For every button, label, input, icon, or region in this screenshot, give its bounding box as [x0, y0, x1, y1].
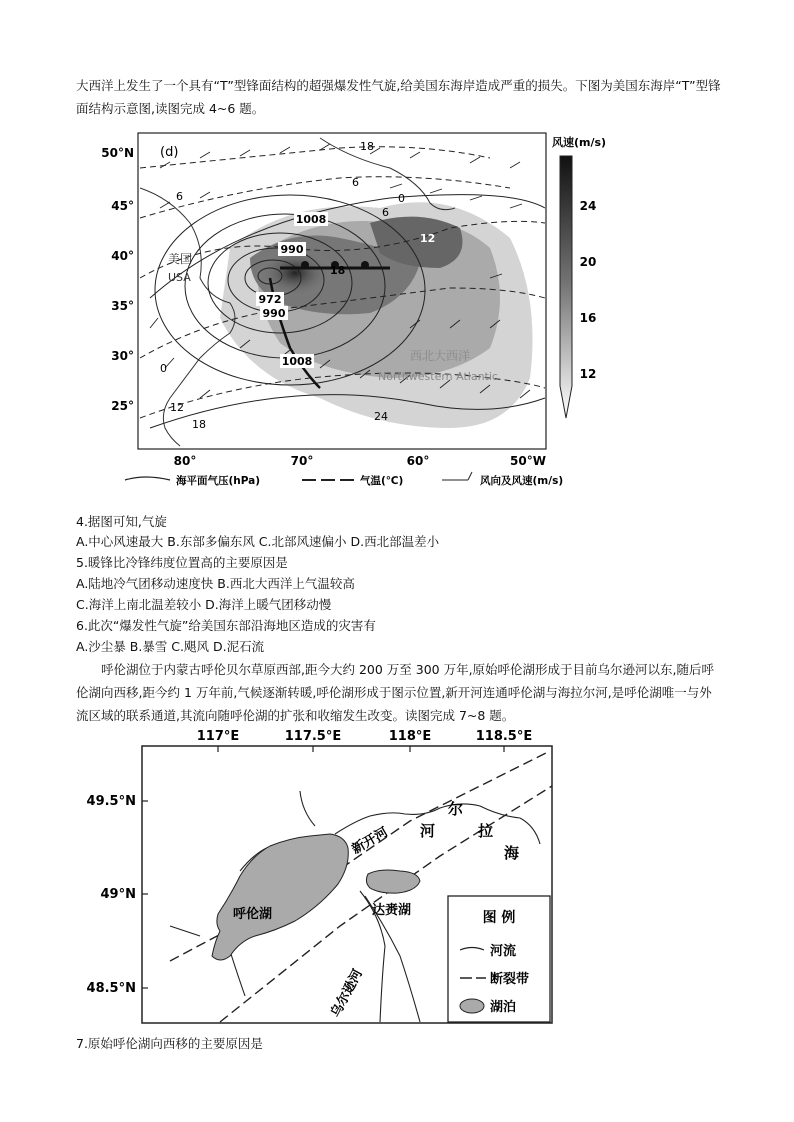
lon-label: 117°E: [196, 729, 240, 744]
lake-hulun-label: 呼伦湖: [233, 907, 273, 922]
river-wuerxun-label: 乌尔逊河: [328, 966, 366, 1020]
svg-text:972: 972: [258, 293, 282, 306]
svg-text:风向及风速(m/s): 风向及风速(m/s): [480, 475, 564, 487]
colorbar-tick: 20: [579, 255, 597, 269]
svg-text:海平面气压(hPa): 海平面气压(hPa): [176, 475, 261, 487]
q5-options-1: A.陆地冷气团移动速度快 B.西北大西洋上气温较高: [76, 576, 355, 591]
lat-label: 49°N: [100, 887, 136, 902]
svg-text:18: 18: [330, 264, 346, 277]
svg-text:断裂带: 断裂带: [490, 972, 530, 987]
q6-stem: 6.此次“爆发性气旋”给美国东部沿海地区造成的灾害有: [76, 618, 376, 633]
svg-text:河流: 河流: [490, 944, 517, 959]
svg-text:6: 6: [176, 190, 183, 203]
colorbar-tick: 16: [579, 311, 597, 325]
colorbar-tick: 12: [579, 367, 597, 381]
place-atlantic-en: Northwestern Atlantic: [378, 370, 498, 383]
lat-label: 50°N: [101, 146, 134, 160]
svg-text:18: 18: [192, 418, 206, 431]
svg-text:6: 6: [352, 176, 359, 189]
river-hailaer-char: 尔: [448, 800, 464, 818]
svg-text:1008: 1008: [281, 355, 313, 368]
hulun-lake-map: [80, 726, 560, 1028]
map1-legend: [125, 472, 563, 487]
place-atlantic-cn: 西北大西洋: [410, 349, 471, 363]
lon-label: 117.5°E: [284, 729, 342, 744]
svg-text:18: 18: [360, 140, 374, 153]
colorbar-title: 风速(m/s): [552, 136, 607, 149]
lat-label: 45°: [111, 199, 134, 213]
lake-dalai-label: 达赉湖: [372, 903, 412, 918]
cyclone-front-map: [90, 128, 610, 498]
q5-options-2: C.海洋上南北温差较小 D.海洋上暖气团移动慢: [76, 597, 332, 612]
svg-text:湖泊: 湖泊: [490, 1000, 517, 1015]
q4-stem: 4.据图可知,气旋: [76, 514, 167, 529]
lat-label: 30°: [111, 349, 134, 363]
colorbar-tick: 24: [579, 199, 597, 213]
svg-text:图 例: 图 例: [482, 910, 516, 926]
svg-text:6: 6: [382, 206, 389, 219]
svg-text:990: 990: [280, 243, 304, 256]
q7-stem: 7.原始呼伦湖向西移的主要原因是: [76, 1036, 263, 1051]
lat-label: 49.5°N: [86, 794, 136, 809]
svg-text:0: 0: [160, 362, 167, 375]
river-xinkai-label: 新开河: [349, 824, 391, 858]
lake-dalai: [366, 870, 420, 893]
svg-text:12: 12: [170, 401, 184, 414]
place-usa-en: USA: [168, 271, 191, 284]
svg-text:气温(℃): 气温(℃): [360, 475, 404, 487]
lat-label: 35°: [111, 299, 134, 313]
lon-label: 60°: [406, 454, 430, 468]
river-hailaer-char: 拉: [478, 822, 494, 840]
lon-label: 118.5°E: [475, 729, 533, 744]
lat-label: 48.5°N: [86, 981, 136, 996]
svg-text:990: 990: [262, 307, 286, 320]
lon-label: 118°E: [388, 729, 432, 744]
q6-options: A.沙尘暴 B.暴雪 C.飓风 D.泥石流: [76, 639, 265, 654]
river-hailaer-char: 海: [504, 844, 520, 862]
place-usa-cn: 美国: [168, 252, 193, 266]
map2-legend: [448, 896, 550, 1022]
lat-label: 25°: [111, 399, 134, 413]
intro-paragraph-1: 大西洋上发生了一个具有“T”型锋面结构的超强爆发性气旋,给美国东海岸造成严重的损失。下图为美国东海岸“T”型锋面结构示意图,读图完成 4~6 题。: [76, 78, 721, 116]
lat-label: 40°: [111, 249, 134, 263]
intro-paragraph-2: 呼伦湖位于内蒙古呼伦贝尔草原西部,距今大约 200 万至 300 万年,原始呼伦湖形成于目前乌尔逊河以东,随后呼伦湖向西移,距今约 1 万年前,气候逐渐转暖,呼伦湖形成于图示位置,新开河连通呼伦湖与海拉尔河,是呼伦湖唯一与外流区域的联系通道,其流向随呼伦湖的扩张和收缩发生改变。读图完成 7~8 题。: [76, 662, 715, 723]
q5-stem: 5.暖锋比冷锋纬度位置高的主要原因是: [76, 555, 288, 570]
lon-label: 50°W: [510, 454, 546, 468]
q4-options: A.中心风速最大 B.东部多偏东风 C.北部风速偏小 D.西北部温差小: [76, 534, 440, 549]
lon-label: 70°: [290, 454, 314, 468]
svg-text:12: 12: [420, 232, 436, 245]
panel-label: (d): [160, 145, 179, 160]
svg-text:0: 0: [398, 192, 405, 205]
svg-text:24: 24: [374, 410, 388, 423]
svg-text:1008: 1008: [295, 213, 327, 226]
lon-label: 80°: [173, 454, 197, 468]
colorbar: [560, 156, 572, 418]
river-hailaer-char: 河: [420, 822, 436, 840]
